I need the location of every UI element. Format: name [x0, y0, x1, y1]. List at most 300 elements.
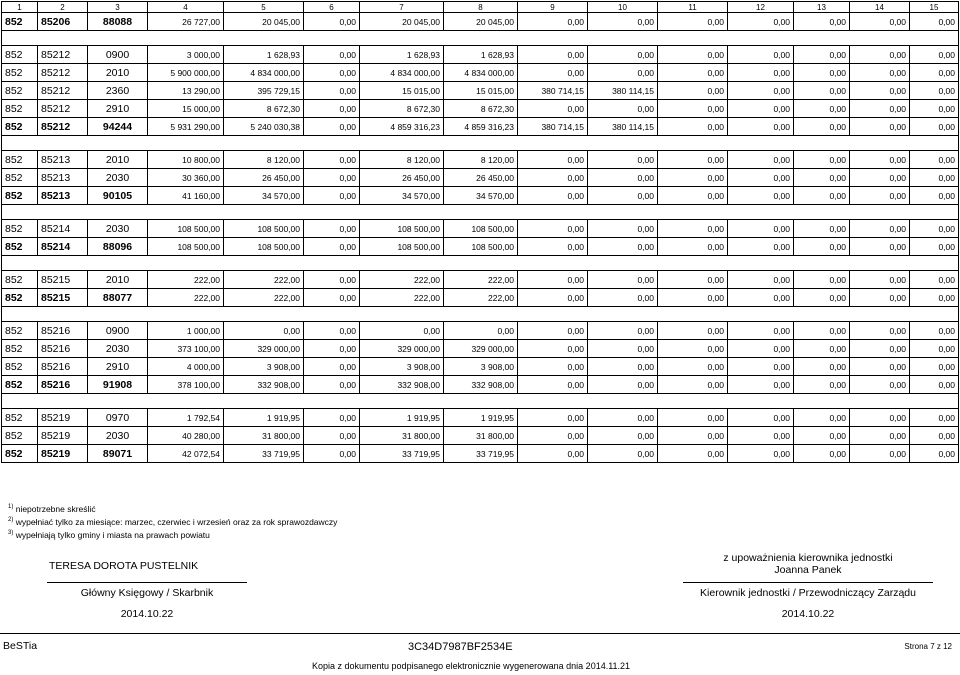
cell-amount: 40 280,00 — [148, 427, 224, 445]
cell-amount: 0,00 — [588, 46, 658, 64]
cell-amount: 0,00 — [850, 64, 910, 82]
cell-amount: 0,00 — [658, 322, 728, 340]
cell-amount: 0,00 — [794, 427, 850, 445]
cell-amount: 0,00 — [518, 409, 588, 427]
cell-section: 852 — [2, 289, 38, 307]
cell-amount: 0,00 — [658, 151, 728, 169]
table-row — [2, 100, 959, 118]
gap-cell — [2, 136, 959, 151]
footer-divider — [0, 633, 960, 635]
cell-amount: 0,00 — [728, 322, 794, 340]
column-number: 10 — [588, 2, 658, 13]
cell-amount: 15 015,00 — [360, 82, 444, 100]
cell-section: 852 — [2, 322, 38, 340]
cell-section: 852 — [2, 13, 38, 31]
cell-amount: 0,00 — [794, 82, 850, 100]
footnote: $^{1)}$ niepotrzebne skreślić — [8, 503, 96, 514]
cell-amount: 34 570,00 — [360, 187, 444, 205]
column-number: 13 — [794, 2, 850, 13]
cell-amount: 329 000,00 — [360, 340, 444, 358]
cell-amount: 5 240 030,38 — [224, 118, 304, 136]
cell-amount: 0,00 — [304, 376, 360, 394]
cell-amount: 0,00 — [728, 64, 794, 82]
cell-amount: 0,00 — [304, 271, 360, 289]
table-row — [2, 169, 959, 187]
cell-amount: 0,00 — [794, 358, 850, 376]
cell-amount: 0,00 — [850, 409, 910, 427]
cell-amount: 0,00 — [910, 64, 959, 82]
cell-amount: 0,00 — [850, 220, 910, 238]
cell-amount: 0,00 — [658, 271, 728, 289]
cell-amount: 0,00 — [588, 409, 658, 427]
subtotal-row — [2, 187, 959, 205]
cell-amount: 0,00 — [658, 289, 728, 307]
cell-amount: 0,00 — [728, 187, 794, 205]
cell-section: 852 — [2, 238, 38, 256]
cell-amount: 0,00 — [794, 271, 850, 289]
cell-amount: 0,00 — [658, 13, 728, 31]
report-table — [1, 1, 959, 463]
cell-paragraph: 0900 — [88, 322, 148, 340]
column-number: 12 — [728, 2, 794, 13]
cell-amount: 0,00 — [850, 358, 910, 376]
cell-paragraph: 2030 — [88, 169, 148, 187]
cell-amount: 0,00 — [518, 376, 588, 394]
cell-amount: 0,00 — [518, 46, 588, 64]
cell-paragraph: 88088 — [88, 13, 148, 31]
cell-amount: 0,00 — [850, 445, 910, 463]
cell-amount: 42 072,54 — [148, 445, 224, 463]
cell-chapter: 85215 — [38, 289, 88, 307]
subtotal-row — [2, 13, 959, 31]
cell-amount: 0,00 — [360, 322, 444, 340]
cell-amount: 222,00 — [148, 289, 224, 307]
cell-amount: 4 859 316,23 — [360, 118, 444, 136]
copy-note: Kopia z dokumentu podpisanego elektronicznie wygenerowana dnia 2014.11.21 — [312, 661, 631, 671]
cell-amount: 0,00 — [910, 289, 959, 307]
cell-amount: 0,00 — [518, 427, 588, 445]
table-row — [2, 322, 959, 340]
cell-amount: 222,00 — [444, 271, 518, 289]
cell-chapter: 85219 — [38, 409, 88, 427]
cell-section: 852 — [2, 340, 38, 358]
cell-amount: 41 160,00 — [148, 187, 224, 205]
cell-amount: 0,00 — [304, 169, 360, 187]
cell-chapter: 85213 — [38, 169, 88, 187]
column-number: 9 — [518, 2, 588, 13]
cell-amount: 26 450,00 — [360, 169, 444, 187]
cell-amount: 332 908,00 — [224, 376, 304, 394]
cell-amount: 0,00 — [588, 220, 658, 238]
column-number: 8 — [444, 2, 518, 13]
cell-section: 852 — [2, 46, 38, 64]
cell-amount: 0,00 — [518, 289, 588, 307]
signature-date: 2014.10.22 — [120, 608, 174, 620]
cell-amount: 3 908,00 — [360, 358, 444, 376]
cell-amount: 0,00 — [588, 100, 658, 118]
cell-amount: 0,00 — [728, 376, 794, 394]
cell-amount: 0,00 — [588, 64, 658, 82]
cell-paragraph: 2030 — [88, 220, 148, 238]
column-number: 6 — [304, 2, 360, 13]
cell-amount: 0,00 — [304, 445, 360, 463]
cell-amount: 0,00 — [910, 13, 959, 31]
cell-amount: 0,00 — [304, 151, 360, 169]
cell-amount: 4 000,00 — [148, 358, 224, 376]
cell-amount: 0,00 — [518, 271, 588, 289]
section-gap — [2, 205, 959, 220]
section-gap — [2, 307, 959, 322]
cell-amount: 0,00 — [588, 271, 658, 289]
cell-amount: 108 500,00 — [444, 220, 518, 238]
table-row — [2, 271, 959, 289]
cell-amount: 0,00 — [728, 46, 794, 64]
cell-amount: 0,00 — [588, 238, 658, 256]
cell-amount: 0,00 — [304, 46, 360, 64]
cell-amount: 0,00 — [794, 187, 850, 205]
cell-paragraph: 91908 — [88, 376, 148, 394]
cell-amount: 0,00 — [658, 169, 728, 187]
cell-amount: 1 628,93 — [444, 46, 518, 64]
cell-amount: 108 500,00 — [148, 238, 224, 256]
cell-amount: 3 908,00 — [224, 358, 304, 376]
column-number: 1 — [2, 2, 38, 13]
cell-amount: 33 719,95 — [444, 445, 518, 463]
footnotes — [8, 502, 337, 540]
cell-amount: 0,00 — [518, 445, 588, 463]
footnote: $^{2)}$ wypełniać tylko za miesiące: marzec, czerwiec i wrzesień oraz za rok sprawozdawczy — [8, 516, 338, 527]
cell-amount: 0,00 — [658, 238, 728, 256]
cell-paragraph: 88096 — [88, 238, 148, 256]
cell-amount: 0,00 — [518, 151, 588, 169]
cell-paragraph: 2360 — [88, 82, 148, 100]
cell-amount: 0,00 — [518, 100, 588, 118]
cell-amount: 373 100,00 — [148, 340, 224, 358]
cell-amount: 4 834 000,00 — [224, 64, 304, 82]
signer-role: Główny Księgowy / Skarbnik — [80, 587, 214, 599]
cell-amount: 108 500,00 — [224, 238, 304, 256]
cell-amount: 0,00 — [794, 322, 850, 340]
cell-paragraph: 88077 — [88, 289, 148, 307]
cell-chapter: 85216 — [38, 376, 88, 394]
cell-amount: 0,00 — [910, 376, 959, 394]
cell-amount: 0,00 — [658, 358, 728, 376]
cell-amount: 0,00 — [728, 271, 794, 289]
subtotal-row — [2, 238, 959, 256]
cell-amount: 0,00 — [850, 376, 910, 394]
cell-amount: 0,00 — [910, 100, 959, 118]
cell-amount: 222,00 — [360, 271, 444, 289]
cell-amount: 0,00 — [794, 220, 850, 238]
cell-amount: 8 120,00 — [444, 151, 518, 169]
subtotal-row — [2, 445, 959, 463]
table-row — [2, 64, 959, 82]
cell-amount: 0,00 — [850, 100, 910, 118]
gap-cell — [2, 205, 959, 220]
cell-amount: 31 800,00 — [444, 427, 518, 445]
cell-chapter: 85212 — [38, 46, 88, 64]
cell-amount: 380 114,15 — [588, 118, 658, 136]
signature-line — [683, 582, 933, 583]
cell-amount: 0,00 — [588, 289, 658, 307]
cell-paragraph: 89071 — [88, 445, 148, 463]
cell-amount: 0,00 — [794, 46, 850, 64]
cell-amount: 5 900 000,00 — [148, 64, 224, 82]
cell-amount: 0,00 — [728, 13, 794, 31]
cell-chapter: 85215 — [38, 271, 88, 289]
cell-amount: 0,00 — [658, 46, 728, 64]
cell-chapter: 85212 — [38, 118, 88, 136]
cell-amount: 222,00 — [224, 289, 304, 307]
cell-amount: 0,00 — [588, 376, 658, 394]
cell-amount: 0,00 — [910, 271, 959, 289]
cell-amount: 0,00 — [304, 358, 360, 376]
cell-amount: 0,00 — [588, 13, 658, 31]
cell-amount: 0,00 — [728, 151, 794, 169]
column-number: 5 — [224, 2, 304, 13]
cell-amount: 0,00 — [518, 238, 588, 256]
cell-amount: 0,00 — [910, 358, 959, 376]
cell-amount: 0,00 — [658, 64, 728, 82]
cell-section: 852 — [2, 118, 38, 136]
cell-amount: 395 729,15 — [224, 82, 304, 100]
footnote: $^{3)}$ wypełniają tylko gminy i miasta na prawach powiatu — [8, 529, 210, 540]
cell-chapter: 85216 — [38, 322, 88, 340]
cell-amount: 0,00 — [910, 238, 959, 256]
cell-amount: 13 290,00 — [148, 82, 224, 100]
cell-amount: 0,00 — [518, 169, 588, 187]
cell-section: 852 — [2, 271, 38, 289]
cell-amount: 0,00 — [910, 409, 959, 427]
cell-paragraph: 90105 — [88, 187, 148, 205]
cell-amount: 20 045,00 — [444, 13, 518, 31]
cell-chapter: 85206 — [38, 13, 88, 31]
cell-paragraph: 0900 — [88, 46, 148, 64]
cell-section: 852 — [2, 169, 38, 187]
cell-amount: 0,00 — [794, 238, 850, 256]
cell-amount: 0,00 — [304, 100, 360, 118]
cell-paragraph: 2010 — [88, 271, 148, 289]
cell-amount: 26 450,00 — [444, 169, 518, 187]
cell-amount: 4 834 000,00 — [444, 64, 518, 82]
cell-amount: 0,00 — [794, 64, 850, 82]
cell-amount: 222,00 — [360, 289, 444, 307]
cell-amount: 0,00 — [728, 409, 794, 427]
cell-amount: 0,00 — [728, 118, 794, 136]
cell-amount: 0,00 — [304, 118, 360, 136]
cell-amount: 0,00 — [588, 427, 658, 445]
cell-amount: 0,00 — [794, 169, 850, 187]
cell-amount: 0,00 — [588, 322, 658, 340]
cell-amount: 0,00 — [794, 409, 850, 427]
app-name: BeSTia — [3, 640, 38, 652]
cell-amount: 4 859 316,23 — [444, 118, 518, 136]
cell-amount: 31 800,00 — [224, 427, 304, 445]
cell-amount: 332 908,00 — [444, 376, 518, 394]
cell-amount: 0,00 — [794, 289, 850, 307]
cell-amount: 3 000,00 — [148, 46, 224, 64]
cell-amount: 0,00 — [588, 358, 658, 376]
cell-amount: 0,00 — [304, 238, 360, 256]
cell-chapter: 85219 — [38, 427, 88, 445]
table-row — [2, 220, 959, 238]
cell-amount: 0,00 — [658, 100, 728, 118]
cell-amount: 0,00 — [304, 220, 360, 238]
cell-amount: 0,00 — [850, 322, 910, 340]
cell-amount: 0,00 — [850, 118, 910, 136]
table-row — [2, 151, 959, 169]
cell-amount: 0,00 — [728, 427, 794, 445]
cell-chapter: 85213 — [38, 151, 88, 169]
cell-amount: 0,00 — [518, 13, 588, 31]
cell-amount: 0,00 — [850, 340, 910, 358]
subtotal-row — [2, 118, 959, 136]
cell-chapter: 85216 — [38, 340, 88, 358]
cell-amount: 0,00 — [728, 289, 794, 307]
page-number: Strona 7 z 12 — [904, 642, 952, 651]
cell-amount: 329 000,00 — [224, 340, 304, 358]
cell-amount: 0,00 — [794, 376, 850, 394]
signer-role: Kierownik jednostki / Przewodniczący Zarządu — [700, 587, 916, 599]
subtotal-row — [2, 376, 959, 394]
cell-amount: 0,00 — [850, 82, 910, 100]
cell-amount: 0,00 — [658, 340, 728, 358]
cell-amount: 0,00 — [518, 322, 588, 340]
cell-amount: 0,00 — [304, 289, 360, 307]
signature-manager — [683, 552, 933, 620]
column-number: 3 — [88, 2, 148, 13]
cell-amount: 0,00 — [850, 289, 910, 307]
section-gap — [2, 256, 959, 271]
cell-chapter: 85214 — [38, 220, 88, 238]
cell-section: 852 — [2, 82, 38, 100]
cell-amount: 0,00 — [658, 427, 728, 445]
cell-paragraph: 2910 — [88, 100, 148, 118]
cell-amount: 10 800,00 — [148, 151, 224, 169]
cell-amount: 0,00 — [304, 187, 360, 205]
signer-name: TERESA DOROTA PUSTELNIK — [49, 560, 199, 572]
cell-amount: 108 500,00 — [444, 238, 518, 256]
cell-section: 852 — [2, 376, 38, 394]
cell-amount: 8 120,00 — [224, 151, 304, 169]
cell-amount: 0,00 — [658, 118, 728, 136]
cell-paragraph: 2010 — [88, 151, 148, 169]
cell-amount: 1 000,00 — [148, 322, 224, 340]
cell-amount: 33 719,95 — [224, 445, 304, 463]
cell-amount: 0,00 — [518, 187, 588, 205]
cell-amount: 108 500,00 — [360, 220, 444, 238]
cell-amount: 1 628,93 — [224, 46, 304, 64]
cell-amount: 0,00 — [850, 169, 910, 187]
cell-amount: 15 000,00 — [148, 100, 224, 118]
cell-amount: 5 931 290,00 — [148, 118, 224, 136]
subtotal-row — [2, 289, 959, 307]
cell-paragraph: 2910 — [88, 358, 148, 376]
cell-amount: 0,00 — [728, 100, 794, 118]
cell-amount: 1 919,95 — [360, 409, 444, 427]
cell-amount: 8 120,00 — [360, 151, 444, 169]
cell-amount: 108 500,00 — [224, 220, 304, 238]
column-number-header — [2, 2, 959, 13]
cell-amount: 0,00 — [588, 187, 658, 205]
cell-amount: 0,00 — [224, 322, 304, 340]
cell-paragraph: 2030 — [88, 340, 148, 358]
cell-amount: 33 719,95 — [360, 445, 444, 463]
cell-amount: 4 834 000,00 — [360, 64, 444, 82]
column-number: 14 — [850, 2, 910, 13]
cell-paragraph: 0970 — [88, 409, 148, 427]
cell-amount: 0,00 — [728, 169, 794, 187]
table-row — [2, 409, 959, 427]
cell-amount: 0,00 — [518, 220, 588, 238]
cell-amount: 0,00 — [910, 118, 959, 136]
cell-amount: 0,00 — [518, 64, 588, 82]
cell-amount: 8 672,30 — [224, 100, 304, 118]
cell-amount: 30 360,00 — [148, 169, 224, 187]
cell-amount: 0,00 — [658, 376, 728, 394]
cell-amount: 0,00 — [304, 64, 360, 82]
cell-amount: 20 045,00 — [224, 13, 304, 31]
cell-section: 852 — [2, 427, 38, 445]
cell-amount: 0,00 — [850, 13, 910, 31]
cell-amount: 0,00 — [910, 169, 959, 187]
cell-amount: 0,00 — [794, 340, 850, 358]
cell-amount: 0,00 — [850, 46, 910, 64]
cell-amount: 0,00 — [794, 118, 850, 136]
cell-amount: 26 727,00 — [148, 13, 224, 31]
cell-amount: 0,00 — [728, 445, 794, 463]
cell-amount: 0,00 — [794, 100, 850, 118]
cell-amount: 0,00 — [728, 340, 794, 358]
document-hash: 3C34D7987BF2534E — [408, 641, 513, 653]
cell-section: 852 — [2, 445, 38, 463]
table-row — [2, 46, 959, 64]
cell-amount: 1 628,93 — [360, 46, 444, 64]
cell-amount: 20 045,00 — [360, 13, 444, 31]
cell-chapter: 85216 — [38, 358, 88, 376]
cell-amount: 0,00 — [728, 238, 794, 256]
cell-paragraph: 2010 — [88, 64, 148, 82]
section-gap — [2, 394, 959, 409]
cell-amount: 15 015,00 — [444, 82, 518, 100]
cell-amount: 0,00 — [910, 46, 959, 64]
cell-section: 852 — [2, 187, 38, 205]
cell-amount: 0,00 — [910, 427, 959, 445]
cell-amount: 0,00 — [728, 82, 794, 100]
cell-amount: 0,00 — [658, 187, 728, 205]
cell-amount: 34 570,00 — [224, 187, 304, 205]
cell-section: 852 — [2, 409, 38, 427]
column-number: 15 — [910, 2, 959, 13]
cell-amount: 0,00 — [588, 151, 658, 169]
cell-amount: 0,00 — [304, 13, 360, 31]
cell-amount: 0,00 — [850, 238, 910, 256]
cell-amount: 222,00 — [444, 289, 518, 307]
cell-amount: 0,00 — [304, 427, 360, 445]
cell-amount: 0,00 — [910, 151, 959, 169]
cell-chapter: 85212 — [38, 64, 88, 82]
cell-amount: 378 100,00 — [148, 376, 224, 394]
column-number: 4 — [148, 2, 224, 13]
column-number: 2 — [38, 2, 88, 13]
signer-name: Joanna Panek — [774, 564, 842, 576]
section-gap — [2, 31, 959, 46]
table-row — [2, 340, 959, 358]
gap-cell — [2, 256, 959, 271]
cell-chapter: 85212 — [38, 100, 88, 118]
cell-amount: 0,00 — [850, 151, 910, 169]
cell-amount: 1 919,95 — [444, 409, 518, 427]
